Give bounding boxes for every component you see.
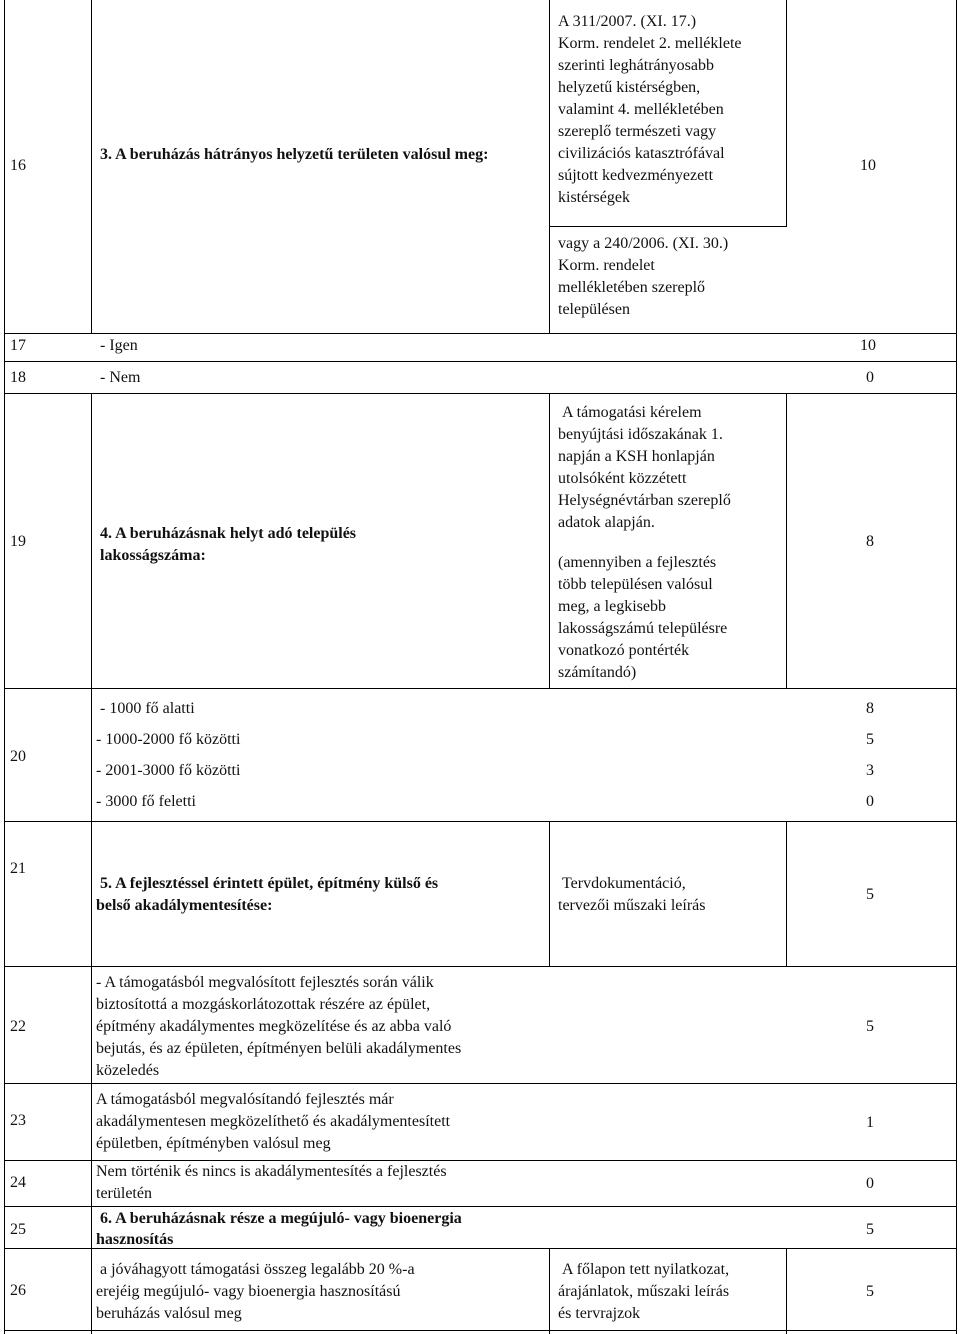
desc-line: Korm. rendelet <box>558 257 655 274</box>
points-value: 1 <box>866 1114 874 1131</box>
desc-line: A támogatási kérelem <box>562 404 702 421</box>
row-divider <box>4 966 957 967</box>
desc-line: sújtott kedvezményezett <box>558 167 714 184</box>
option-label: - 1000-2000 fő közötti <box>96 731 241 748</box>
col-divider <box>786 393 787 688</box>
desc-line: napján a KSH honlapján <box>558 448 715 465</box>
row-number: 16 <box>10 157 26 174</box>
col-divider <box>91 821 92 967</box>
points-value: 5 <box>866 1283 874 1300</box>
row-divider <box>4 688 957 689</box>
desc-line: vonatkozó pontérték <box>558 642 690 659</box>
desc-line: valamint 4. mellékletében <box>558 101 724 118</box>
row-divider <box>4 361 957 362</box>
points-value: 8 <box>866 700 874 717</box>
points-value: 3 <box>866 762 874 779</box>
text-line: erejéig megújuló- vagy bioenergia hasznosítású <box>96 1283 401 1300</box>
text-line: akadálymentesen megközelíthető és akadálymentesített <box>96 1113 451 1130</box>
desc-line: A főlapon tett nyilatkozat, <box>562 1261 730 1278</box>
desc-line: helyzetű kistérségben, <box>558 79 701 96</box>
desc-line: meg, a legkisebb <box>558 598 666 615</box>
desc-line: mellékletében szereplő <box>558 279 706 296</box>
desc-line: A 311/2007. (XI. 17.) <box>558 13 697 30</box>
desc-line: utolsóként közzétett <box>558 470 687 487</box>
desc-line: lakosságszámú településre <box>558 620 728 637</box>
points-value: 0 <box>866 793 874 810</box>
option-label: - 2001-3000 fő közötti <box>96 762 241 779</box>
text-line: biztosítottá a mozgáskorlátozottak részére az épület, <box>96 996 431 1013</box>
desc-line: Korm. rendelet 2. melléklete <box>558 35 742 52</box>
row-number: 20 <box>10 748 26 765</box>
desc-line: szerinti leghátrányosabb <box>558 57 714 74</box>
text-line: a jóváhagyott támogatási összeg legalább 20 %-a <box>100 1261 415 1278</box>
col-divider <box>91 393 92 821</box>
desc-line: településen <box>558 301 630 318</box>
col-divider <box>549 0 550 334</box>
row-number: 23 <box>10 1112 26 1129</box>
desc-line: (amennyiben a fejlesztés <box>558 554 717 571</box>
row-divider <box>549 226 787 227</box>
criterion-heading-line: belső akadálymentesítése: <box>96 897 273 914</box>
points-value: 5 <box>866 886 874 903</box>
points-value: 0 <box>866 369 874 386</box>
desc-line: vagy a 240/2006. (XI. 30.) <box>558 235 729 252</box>
text-line: - A támogatásból megvalósított fejlesztés során válik <box>96 974 434 991</box>
row-number: 18 <box>10 369 26 386</box>
row-number: 25 <box>10 1221 26 1238</box>
col-divider <box>786 821 787 967</box>
desc-line: adatok alapján. <box>558 514 655 531</box>
desc-line: kistérségek <box>558 189 630 206</box>
row-divider <box>4 333 957 334</box>
desc-line: szereplő természeti vagy <box>558 123 717 140</box>
points-value: 5 <box>866 1221 874 1238</box>
row-number: 21 <box>10 860 26 877</box>
criterion-heading-line: 6. A beruházásnak része a megújuló- vagy bioenergia <box>100 1210 462 1227</box>
row-divider <box>4 393 957 394</box>
desc-line: több településen valósul <box>558 576 713 593</box>
row-divider <box>4 821 957 822</box>
row-number: 22 <box>10 1018 26 1035</box>
text-line: beruházás valósul meg <box>96 1305 242 1322</box>
text-line: közeledés <box>96 1062 160 1079</box>
border-right <box>956 0 957 1334</box>
option-label: - Nem <box>100 369 141 386</box>
row-number: 19 <box>10 533 26 550</box>
desc-line: civilizációs katasztrófával <box>558 145 725 162</box>
points-value: 10 <box>860 337 876 354</box>
criterion-heading-line: hasznosítás <box>96 1231 174 1248</box>
option-label: - 3000 fő feletti <box>96 793 196 810</box>
text-line: Nem történik és nincs is akadálymentesítés a fejlesztés <box>96 1163 447 1180</box>
col-divider <box>549 821 550 967</box>
desc-line: Tervdokumentáció, <box>562 875 686 892</box>
text-line: A támogatásból megvalósítandó fejlesztés már <box>96 1091 394 1108</box>
desc-line: árajánlatok, műszaki leírás <box>558 1283 730 1300</box>
option-label: - 1000 fő alatti <box>100 700 195 717</box>
criterion-heading: 4. A beruházásnak helyt adó település lakosságszáma: <box>100 525 357 564</box>
criterion-heading-line: 5. A fejlesztéssel érintett épület, építmény külső és <box>100 875 439 892</box>
points-value: 10 <box>860 157 876 174</box>
col-divider <box>91 0 92 334</box>
points-value: 8 <box>866 533 874 550</box>
desc-line: tervezői műszaki leírás <box>558 897 706 914</box>
desc-line: benyújtási időszakának 1. <box>558 426 723 443</box>
text-line: területén <box>96 1185 152 1202</box>
text-line: építmény akadálymentes megközelítése és az abba való <box>96 1018 452 1035</box>
col-divider <box>549 1248 550 1334</box>
desc-line: Helységnévtárban szereplő <box>558 492 731 509</box>
col-divider <box>786 0 787 226</box>
row-divider <box>4 1083 957 1084</box>
row-number: 17 <box>10 337 26 354</box>
option-label: - Igen <box>100 337 138 354</box>
desc-line: és tervrajzok <box>558 1305 641 1322</box>
col-divider <box>786 1248 787 1334</box>
desc-line: számítandó) <box>558 664 637 681</box>
points-value: 0 <box>866 1175 874 1192</box>
row-number: 24 <box>10 1174 26 1191</box>
row-divider <box>4 1330 957 1331</box>
row-number: 26 <box>10 1282 26 1299</box>
points-value: 5 <box>866 731 874 748</box>
points-value: 5 <box>866 1018 874 1035</box>
text-line: bejutás, és az épületen, építményen belüli akadálymentes <box>96 1040 462 1057</box>
border-left <box>4 0 5 1334</box>
col-divider <box>549 393 550 688</box>
col-divider <box>91 966 92 1334</box>
text-line: épületben, építményben valósul meg <box>96 1135 331 1152</box>
criterion-heading: 3. A beruházás hátrányos helyzetű területen valósul meg: <box>100 146 489 163</box>
